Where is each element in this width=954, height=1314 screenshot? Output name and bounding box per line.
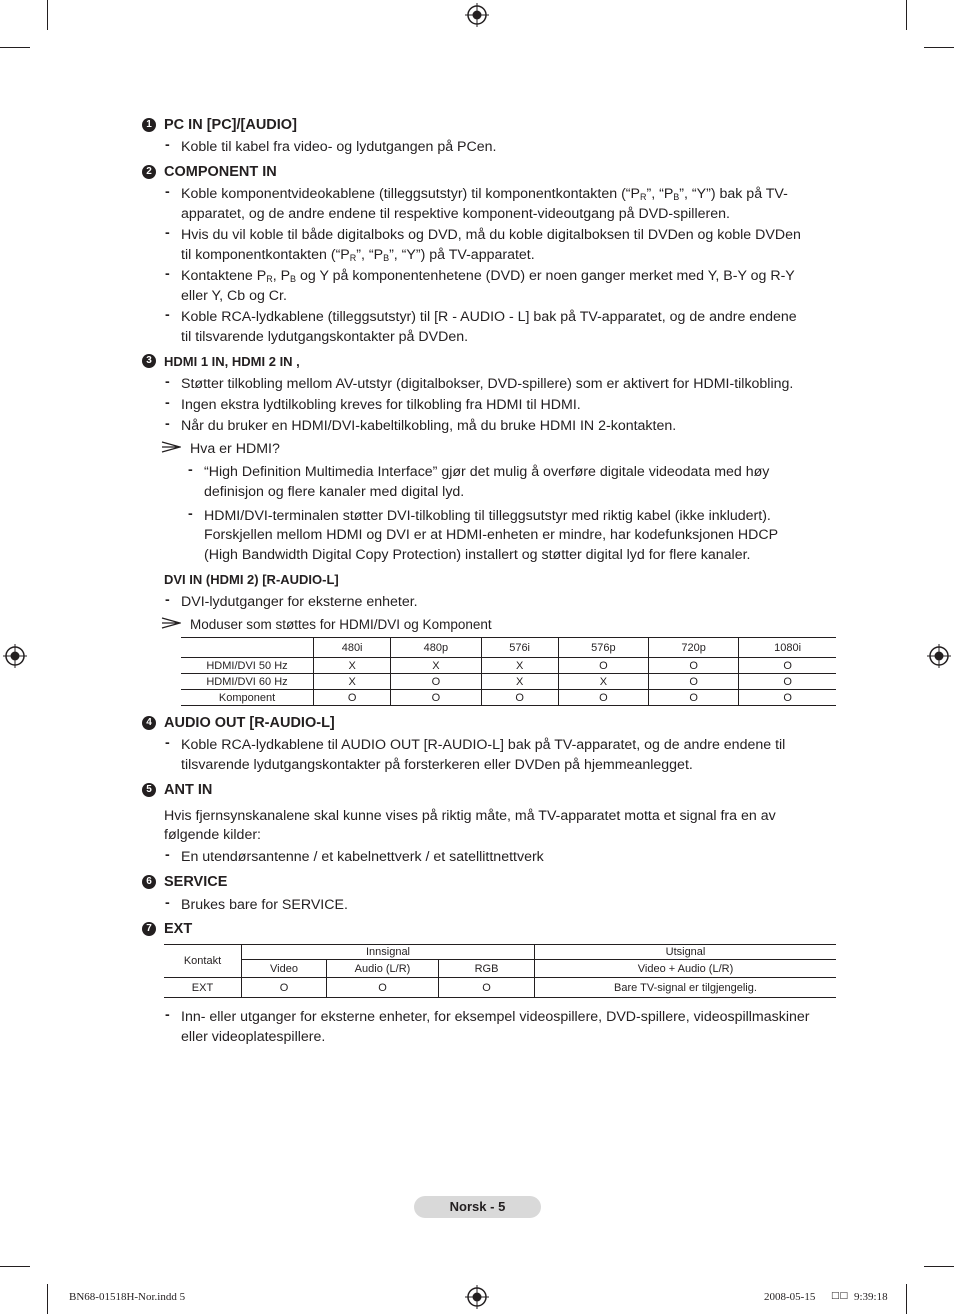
table-header-cell: 480p [391,638,481,658]
section-number-badge: 2 [142,165,156,179]
registration-mark-icon [465,3,489,27]
bullet-text: Koble til kabel fra video- og lydutgangen på PCen. [181,139,497,155]
bullet-text: En utendørsantenne / et kabelnettverk / et satellittnettverk [181,849,544,865]
table-row [181,690,836,706]
bullet-text: Støtter tilkobling mellom AV-utstyr (digitalbokser, DVD-spillere) som er aktivert for HDMI-tilkobling. [181,376,794,392]
section-number-badge: 7 [142,922,156,936]
table-cell: O [739,690,836,706]
table-cell: O [558,690,648,706]
table-cell: O [481,690,558,706]
crop-mark [924,47,954,48]
crop-mark [47,0,48,30]
mode-support-table [181,637,836,706]
paragraph-text: Hvis fjernsynskanalene skal kunne vises på riktig måte, må TV-apparatet motta et signal fra en av [164,808,776,824]
bullet-dash: - [165,847,170,863]
bullet-text: Ingen ekstra lydtilkobling kreves for tilkobling fra HDMI til HDMI. [181,397,581,413]
table-cell: O [439,978,535,998]
bullet-dash: - [165,266,170,282]
table-header-cell [181,638,314,658]
crop-mark [0,1266,30,1267]
bullet-text: Koble RCA-lydkablene til AUDIO OUT [R-AUDIO-L] bak på TV-apparatet, og de andre endene til [181,737,786,753]
table-header-cell: Innsignal [242,945,535,960]
table-header-cell: 576i [481,638,558,658]
section-number-badge: 5 [142,783,156,797]
section-title: EXT [164,921,193,937]
table-note: Moduser som støttes for HDMI/DVI og Komponent [190,617,492,632]
note-text: Hva er HDMI? [190,441,280,457]
registration-mark-icon [3,644,27,668]
table-cell: O [558,658,648,674]
bullet-dash: - [165,184,170,200]
table-header-cell: Video [242,960,327,978]
bullet-text: HDMI/DVI-terminalen støtter DVI-tilkobling til tilleggsutstyr med riktig kabel (ikke inkludert). [204,508,771,524]
subsection-title: DVI IN (HDMI 2) [R-AUDIO-L] [164,572,339,587]
table-cell: O [649,674,739,690]
table-header-cell: Kontakt [164,945,242,978]
crop-mark [47,1284,48,1314]
section-number-badge: 3 [142,354,156,368]
table-cell: HDMI/DVI 50 Hz [206,659,288,672]
table-header-cell: 1080i [739,638,836,658]
crop-mark [906,0,907,30]
section-title: SERVICE [164,874,228,890]
bullet-dash: - [165,735,170,751]
table-header-cell: 576p [558,638,648,658]
bullet-text: apparatet, og de andre endene til respektive komponent-videoutgang på DVD-spilleren. [181,206,730,222]
note-arrow-icon [161,441,181,453]
bullet-dash: - [165,307,170,323]
footer-filename: BN68-01518H-Nor.indd 5 [69,1291,186,1303]
bullet-text: Inn- eller utganger for eksterne enheter, for eksempel videospillere, DVD-spillere, videospillmaskiner [181,1009,810,1025]
table-cell: O [739,674,836,690]
table-cell: X [481,658,558,674]
bullet-text: (High Bandwidth Digital Copy Protection) installert og støtter digital lyd for flere kanaler. [204,547,751,563]
note-arrow-icon [161,617,181,629]
table-header-cell: RGB [439,960,535,978]
bullet-text: Hvis du vil koble til både digitalboks og DVD, må du koble digitalboksen til DVDen og koble DVDen [181,227,801,243]
bullet-text: Forskjellen mellom HDMI og DVI er at HDMI-enheten er mindre, har kodefunksjonen HDCP [204,527,779,543]
table-row [164,978,836,998]
bullet-dash: - [188,506,193,522]
bullet-dash: - [165,895,170,911]
bullet-dash: - [165,592,170,608]
table-cell: O [391,674,481,690]
bullet-text: tilsvarende lydutgangskontakter på forsterkeren eller DVDen på hjemmeanlegget. [181,757,693,773]
section-title: PC IN [PC]/[AUDIO] [164,117,297,133]
table-cell: X [481,674,558,690]
bullet-text: eller videoplatespillere. [181,1029,326,1045]
table-cell: HDMI/DVI 60 Hz [181,674,314,690]
footer-boxes: □□ [831,1291,849,1301]
bullet-text: eller Y, Cb og Cr. [181,288,287,304]
table-header-row [164,945,836,960]
bullet-text: Koble RCA-lydkablene (tilleggsutstyr) til [R - AUDIO - L] bak på TV-apparatet, og de andre endene [181,309,797,325]
table-cell: Komponent [181,690,314,706]
paragraph-text: følgende kilder: [164,827,261,843]
table-header-cell: 720p [649,638,739,658]
table-cell: Bare TV-signal er tilgjengelig. [535,978,837,998]
footer-date: 2008-05-15 [764,1291,816,1303]
bullet-dash: - [165,416,170,432]
table-row [181,658,836,674]
table-cell: X [558,674,648,690]
table-cell: X [314,674,391,690]
section-number-badge: 1 [142,118,156,132]
bullet-text: Når du bruker en HDMI/DVI-kabeltilkobling, må du bruke HDMI IN 2-kontakten. [181,418,677,434]
table-cell: X [314,658,391,674]
table-header-row [181,638,836,658]
bullet-text: Brukes bare for SERVICE. [181,897,348,913]
bullet-text: Kontaktene $P_R$, $P_B$ og Y på komponentenhetene (DVD) er noen ganger merket med Y, B-Y og R-Y [181,268,795,284]
crop-mark [906,1284,907,1314]
ext-table [164,944,836,998]
table-cell: O [649,690,739,706]
footer-time: 9:39:18 [854,1291,888,1303]
section-title: COMPONENT IN [164,164,277,180]
table-header-row [164,960,836,978]
bullet-text: DVI-lydutganger for eksterne enheter. [181,594,418,610]
table-row [181,674,836,690]
table-header-cell: Video + Audio (L/R) [535,960,837,978]
table-cell: X [391,658,481,674]
table-cell: O [649,658,739,674]
bullet-dash: - [165,1007,170,1023]
section-number-badge: 4 [142,716,156,730]
section-title: HDMI 1 IN, HDMI 2 IN , [164,354,300,369]
bullet-text: til komponentkontakten (“$P_R$”, “$P_B$”, “Y”) på TV-apparatet. [181,247,535,263]
bullet-dash: - [165,137,170,153]
table-cell: EXT [164,978,242,998]
table-cell: O [242,978,327,998]
bullet-text: Koble komponentvideokablene (tilleggsutstyr) til komponentkontakten (“$P_R$”, “$P_B$”, “Y”) bak på TV- [181,186,788,202]
registration-mark-icon [465,1285,489,1309]
bullet-text: definisjon og flere kanaler med digital lyd. [204,484,465,500]
crop-mark [0,47,30,48]
crop-mark [924,1266,954,1267]
bullet-dash: - [165,395,170,411]
table-cell: O [391,690,481,706]
bullet-dash: - [165,374,170,390]
table-header-cell: Audio (L/R) [327,960,439,978]
table-header-cell: 480i [314,638,391,658]
bullet-text: til tilsvarende lydutgangskontakter på DVDen. [181,329,469,345]
section-number-badge: 6 [142,875,156,889]
table-cell: O [327,978,439,998]
table-cell: O [314,690,391,706]
bullet-dash: - [165,225,170,241]
bullet-dash: - [188,462,193,478]
section-title: ANT IN [164,782,213,798]
table-header-cell: Utsignal [535,945,837,960]
registration-mark-icon [927,644,951,668]
table-cell: O [739,658,836,674]
page-number-badge: Norsk - 5 [414,1196,541,1218]
bullet-text: “High Definition Multimedia Interface” gjør det mulig å overføre digitale videodata med høy [204,464,770,480]
section-title: AUDIO OUT [R-AUDIO-L] [164,715,335,731]
